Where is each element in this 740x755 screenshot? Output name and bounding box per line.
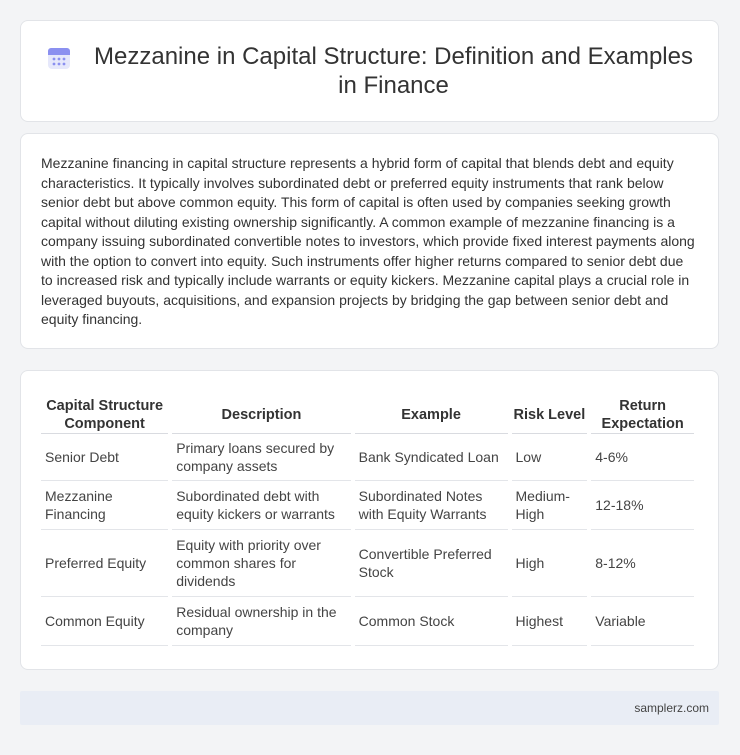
column-header-risk-level: Risk Level: [512, 393, 588, 434]
footer: [20, 691, 719, 725]
cell-return-expectation: Variable: [591, 597, 694, 646]
cell-return-expectation: 8-12%: [591, 530, 694, 597]
cell-example: Bank Syndicated Loan: [355, 434, 508, 481]
cell-risk-level: High: [512, 530, 588, 597]
cell-component: Senior Debt: [41, 434, 168, 481]
column-header-description: Description: [172, 393, 350, 434]
cell-risk-level: Highest: [512, 597, 588, 646]
cell-description: Equity with priority over common shares for dividends: [172, 530, 350, 597]
header-card: [20, 20, 719, 122]
table-row: [41, 530, 694, 597]
cell-component: Mezzanine Financing: [41, 481, 168, 530]
column-header-return-expectation: Return Expectation: [591, 393, 694, 434]
cell-description: Subordinated debt with equity kickers or warrants: [172, 481, 350, 530]
table-row: [41, 481, 694, 530]
cell-example: Subordinated Notes with Equity Warrants: [355, 481, 508, 530]
intro-paragraph: Mezzanine financing in capital structure represents a hybrid form of capital that blends debt and equity characteristics. It typically involves subordinated debt or preferred equity instruments that rank below senior debt but above common equity. This form of capital is often used by companies seeking growth capital without diluting existing ownership significantly. A common example of mezzanine financing is a company issuing subordinated convertible notes to investors, which provide fixed interest payments along with the option to convert into equity. Such instruments offer higher returns compared to senior debt due to increased risk and typically include warrants or equity kickers. Mezzanine capital plays a crucial role in leveraged buyouts, acquisitions, and expansion projects by bridging the gap between senior debt and equity financing.: [41, 155, 695, 327]
table-header-row: [41, 393, 694, 434]
cell-return-expectation: 12-18%: [591, 481, 694, 530]
cell-component: Preferred Equity: [41, 530, 168, 597]
column-header-example: Example: [355, 393, 508, 434]
capital-structure-table: [37, 393, 698, 646]
header: [21, 42, 718, 100]
table-card: [20, 370, 719, 670]
cell-return-expectation: 4-6%: [591, 434, 694, 481]
cell-example: Convertible Preferred Stock: [355, 530, 508, 597]
intro-card: [20, 133, 719, 349]
cell-description: Primary loans secured by company assets: [172, 434, 350, 481]
cell-risk-level: Medium-High: [512, 481, 588, 530]
cell-example: Common Stock: [355, 597, 508, 646]
cell-risk-level: Low: [512, 434, 588, 481]
table-row: [41, 434, 694, 481]
footer-site-link[interactable]: samplerz.com: [634, 701, 709, 715]
cell-description: Residual ownership in the company: [172, 597, 350, 646]
column-header-component: Capital Structure Component: [41, 393, 168, 434]
table-row: [41, 597, 694, 646]
cell-component: Common Equity: [41, 597, 168, 646]
calendar-icon: [45, 44, 73, 72]
page-title: Mezzanine in Capital Structure: Definition and Examples in Finance: [94, 43, 693, 99]
